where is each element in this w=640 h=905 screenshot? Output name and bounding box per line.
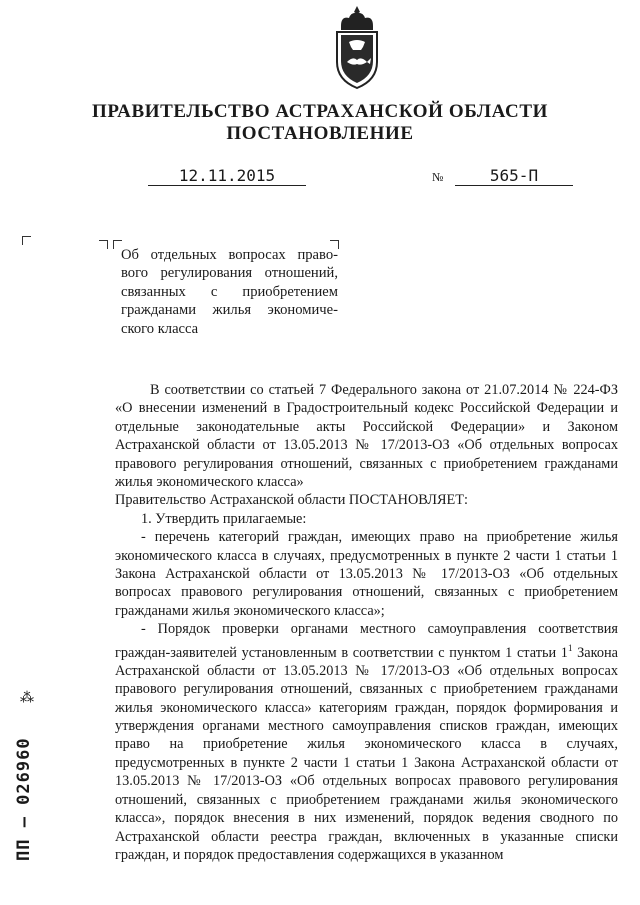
coat-of-arms-emblem bbox=[327, 4, 387, 90]
corner-mark-mid-left bbox=[99, 240, 108, 249]
subject-line: связанных с приобретением bbox=[121, 283, 338, 300]
side-ornament-mark: ⁂ bbox=[20, 691, 34, 706]
bullet-1-paragraph: - перечень категорий граждан, имеющих право на приобретение жилья экономического класса в случаях, предусмотренных в пункте 2 части 1 статьи 1 Закона Астраханской области от 13.05.2013 № 17/2013-ОЗ «Об отдельных вопросах правового регулирования отношений, связанных с приобретением гражданами жилья экономического класса»; bbox=[115, 529, 618, 619]
bullet-2-paragraph bbox=[115, 620, 618, 864]
serial-number-label: ПП – 026960 bbox=[14, 737, 34, 861]
corner-mark-left bbox=[22, 236, 31, 245]
document-type: ПОСТАНОВЛЕНИЕ bbox=[226, 123, 414, 144]
bullet-2-text-b: Закона Астраханской области от 13.05.2013 № 17/2013-ОЗ «Об отдельных вопросах правового регулирования отношений, связанных с приобретением гражданами жилья экономического класса» категориям граждан, порядок формирования и утверждения органами местного самоуправления списков граждан, имеющих право на приобретение жилья экономического класса в случаях, предусмотренных в пункте 2 части 1 статьи 1 Закона Астраханской области от 13.05.2013 № 17/2013-ОЗ «Об отдельных вопросах правового регулирования отношений, связанных с приобретением гражданами жилья экономического класса», порядок внесения в них изменений, порядок ведения сводного по Астраханской области реестра граждан, включенных в указанные списки граждан, и порядок предоставления содержащихся в указанном bbox=[115, 644, 618, 863]
government-title: ПРАВИТЕЛЬСТВО АСТРАХАНСКОЙ ОБЛАСТИ bbox=[91, 101, 549, 122]
document-body bbox=[115, 381, 618, 864]
resolves-paragraph: Правительство Астраханской области ПОСТАНОВЛЯЕТ: bbox=[115, 492, 468, 509]
preamble-paragraph: В соответствии со статьей 7 Федерального закона от 21.07.2014 № 224-ФЗ «О внесении изменений в Градостроительный кодекс Российской Федерации и отдельные законодательные акты Российской Федерации» и Законом Астраханской области от 13.05.2013 № 17/2013-ОЗ «Об отдельных вопросах правового регулирования отношений, связанных с приобретением гражданами жилья экономического класса» bbox=[115, 382, 618, 491]
document-subject bbox=[121, 246, 338, 338]
bullet-2-text-a: - Порядок проверки органами местного самоуправления соответствия граждан-заявителей установленным в соответствии с пунктом 1 статьи 1 bbox=[115, 621, 618, 661]
subject-line: вого регулирования отношений, bbox=[121, 265, 338, 282]
number-sign: № bbox=[432, 170, 444, 184]
subject-line: гражданами жилья экономиче- bbox=[121, 302, 338, 319]
subject-line: ского класса bbox=[121, 320, 199, 337]
bullet-2-superscript: 1 bbox=[567, 642, 573, 653]
document-number: 565-П bbox=[455, 166, 573, 186]
item-1-paragraph: 1. Утвердить прилагаемые: bbox=[141, 510, 307, 527]
subject-line: Об отдельных вопросах право- bbox=[121, 247, 338, 263]
document-date: 12.11.2015 bbox=[148, 166, 306, 186]
